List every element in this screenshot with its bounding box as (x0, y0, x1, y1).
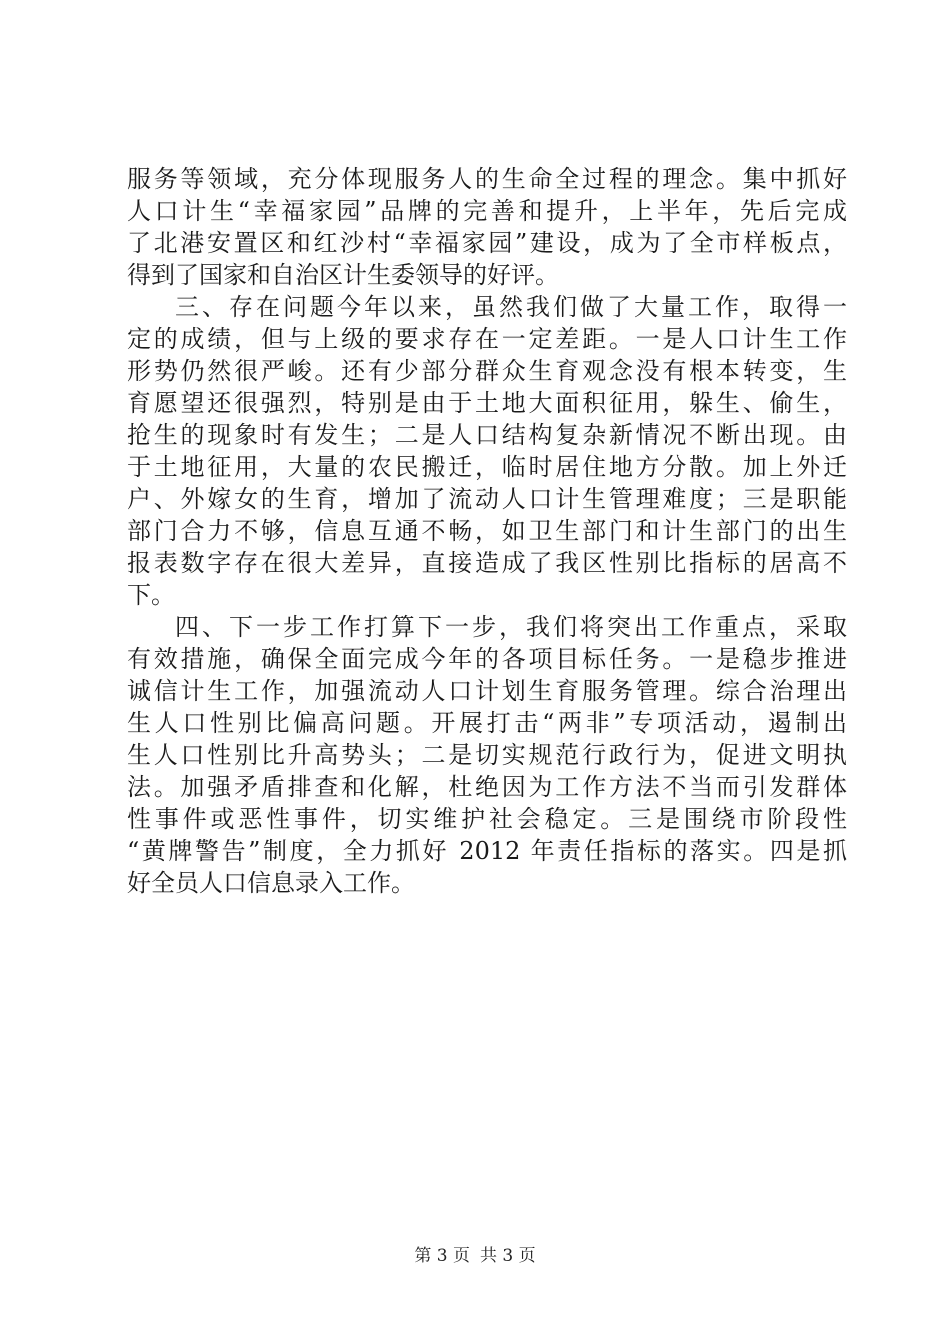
text-line: “黄牌警告”制度，全力抓好 2012 年责任指标的落实。四是抓 (127, 837, 847, 865)
text-line: 人口计生“幸福家园”品牌的完善和提升，上半年，先后完成 (127, 197, 847, 225)
text-line: 好全员人口信息录入工作。 (127, 869, 415, 897)
paragraph-heading-line: 三、存在问题今年以来，虽然我们做了大量工作，取得一 (175, 293, 847, 321)
text-line: 得到了国家和自治区计生委领导的好评。 (127, 261, 559, 289)
page-number: 第 3 页 (414, 1246, 470, 1266)
text-line: 育愿望还很强烈，特别是由于土地大面积征用，躲生、偷生， (127, 389, 847, 417)
text-line: 生人口性别比偏高问题。开展打击“两非”专项活动，遏制出 (127, 709, 847, 737)
text-line: 户、外嫁女的生育，增加了流动人口计生管理难度；三是职能 (127, 485, 847, 513)
text-line: 部门合力不够，信息互通不畅，如卫生部门和计生部门的出生 (127, 517, 847, 545)
text-line: 法。加强矛盾排查和化解，杜绝因为工作方法不当而引发群体 (127, 773, 847, 801)
text-line: 有效措施，确保全面完成今年的各项目标任务。一是稳步推进 (127, 645, 847, 673)
text-line: 生人口性别比升高势头；二是切实规范行政行为，促进文明执 (127, 741, 847, 769)
text-line: 抢生的现象时有发生；二是人口结构复杂新情况不断出现。由 (127, 421, 847, 449)
text-line: 于土地征用，大量的农民搬迁，临时居住地方分散。加上外迁 (127, 453, 847, 481)
text-line: 下。 (127, 581, 175, 609)
text-line: 诚信计生工作，加强流动人口计划生育服务管理。综合治理出 (127, 677, 847, 705)
text-line: 了北港安置区和红沙村“幸福家园”建设，成为了全市样板点， (127, 229, 847, 257)
text-line: 形势仍然很严峻。还有少部分群众生育观念没有根本转变，生 (127, 357, 847, 385)
page-footer (0, 1244, 950, 1268)
page-total: 共 3 页 (480, 1246, 536, 1266)
text-line: 定的成绩，但与上级的要求存在一定差距。一是人口计生工作 (127, 325, 847, 353)
text-line: 报表数字存在很大差异，直接造成了我区性别比指标的居高不 (127, 549, 847, 577)
text-line: 性事件或恶性事件，切实维护社会稳定。三是围绕市阶段性 (127, 805, 847, 833)
paragraph-heading-line: 四、下一步工作打算下一步，我们将突出工作重点，采取 (175, 613, 847, 641)
text-line: 服务等领域，充分体现服务人的生命全过程的理念。集中抓好 (127, 165, 847, 193)
document-body (127, 163, 847, 899)
